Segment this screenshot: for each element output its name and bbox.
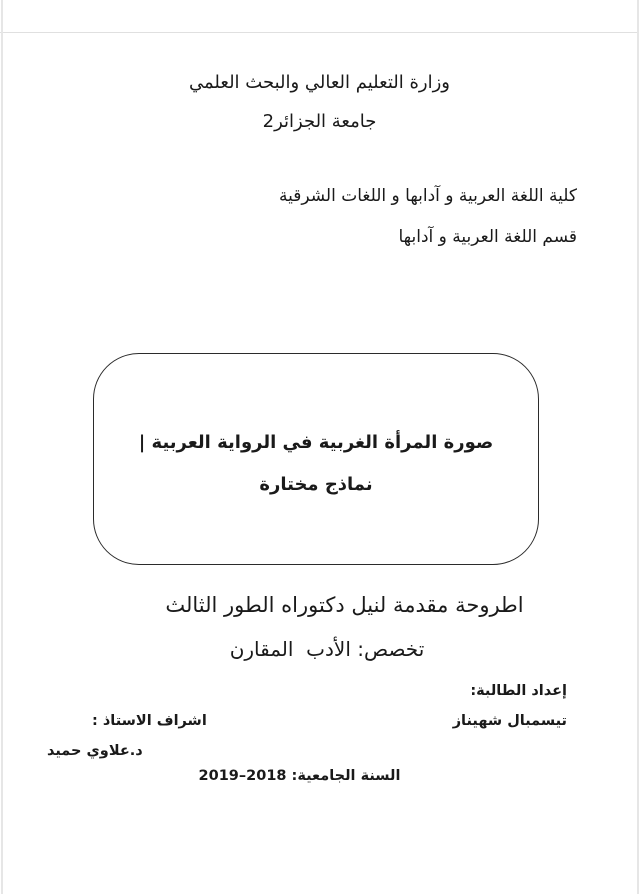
scan-artifact-top-line	[0, 32, 639, 33]
supervisor-name: د.علاوي حميد	[47, 743, 143, 759]
specialty-line: تخصص: الأدب المقارن	[229, 637, 425, 661]
supervisor-label: اشراف الاستاذ :	[92, 713, 207, 729]
thesis-title-line1: صورة المرأة الغربية في الرواية العربية |	[138, 432, 494, 453]
department-line: قسم اللغة العربية و آدابها	[398, 227, 577, 247]
thesis-statement-line: اطروحة مقدمة لنيل دكتوراه الطور الثالث	[165, 593, 524, 617]
student-name: تيسمبال شهيناز	[452, 713, 567, 729]
university-line: جامعة الجزائر2	[262, 111, 377, 132]
academic-year-line: السنة الجامعية: 2018–2019	[198, 768, 401, 784]
ministry-line: وزارة التعليم العالي والبحث العلمي	[189, 72, 450, 93]
scan-artifact-left-edge	[1, 0, 3, 894]
prepared-by-label: إعداد الطالبة:	[470, 683, 567, 699]
title-box	[93, 353, 539, 565]
faculty-line: كلية اللغة العربية و آدابها و اللغات الشرقية	[278, 186, 577, 206]
thesis-title-line2: نماذج مختارة	[259, 474, 373, 495]
